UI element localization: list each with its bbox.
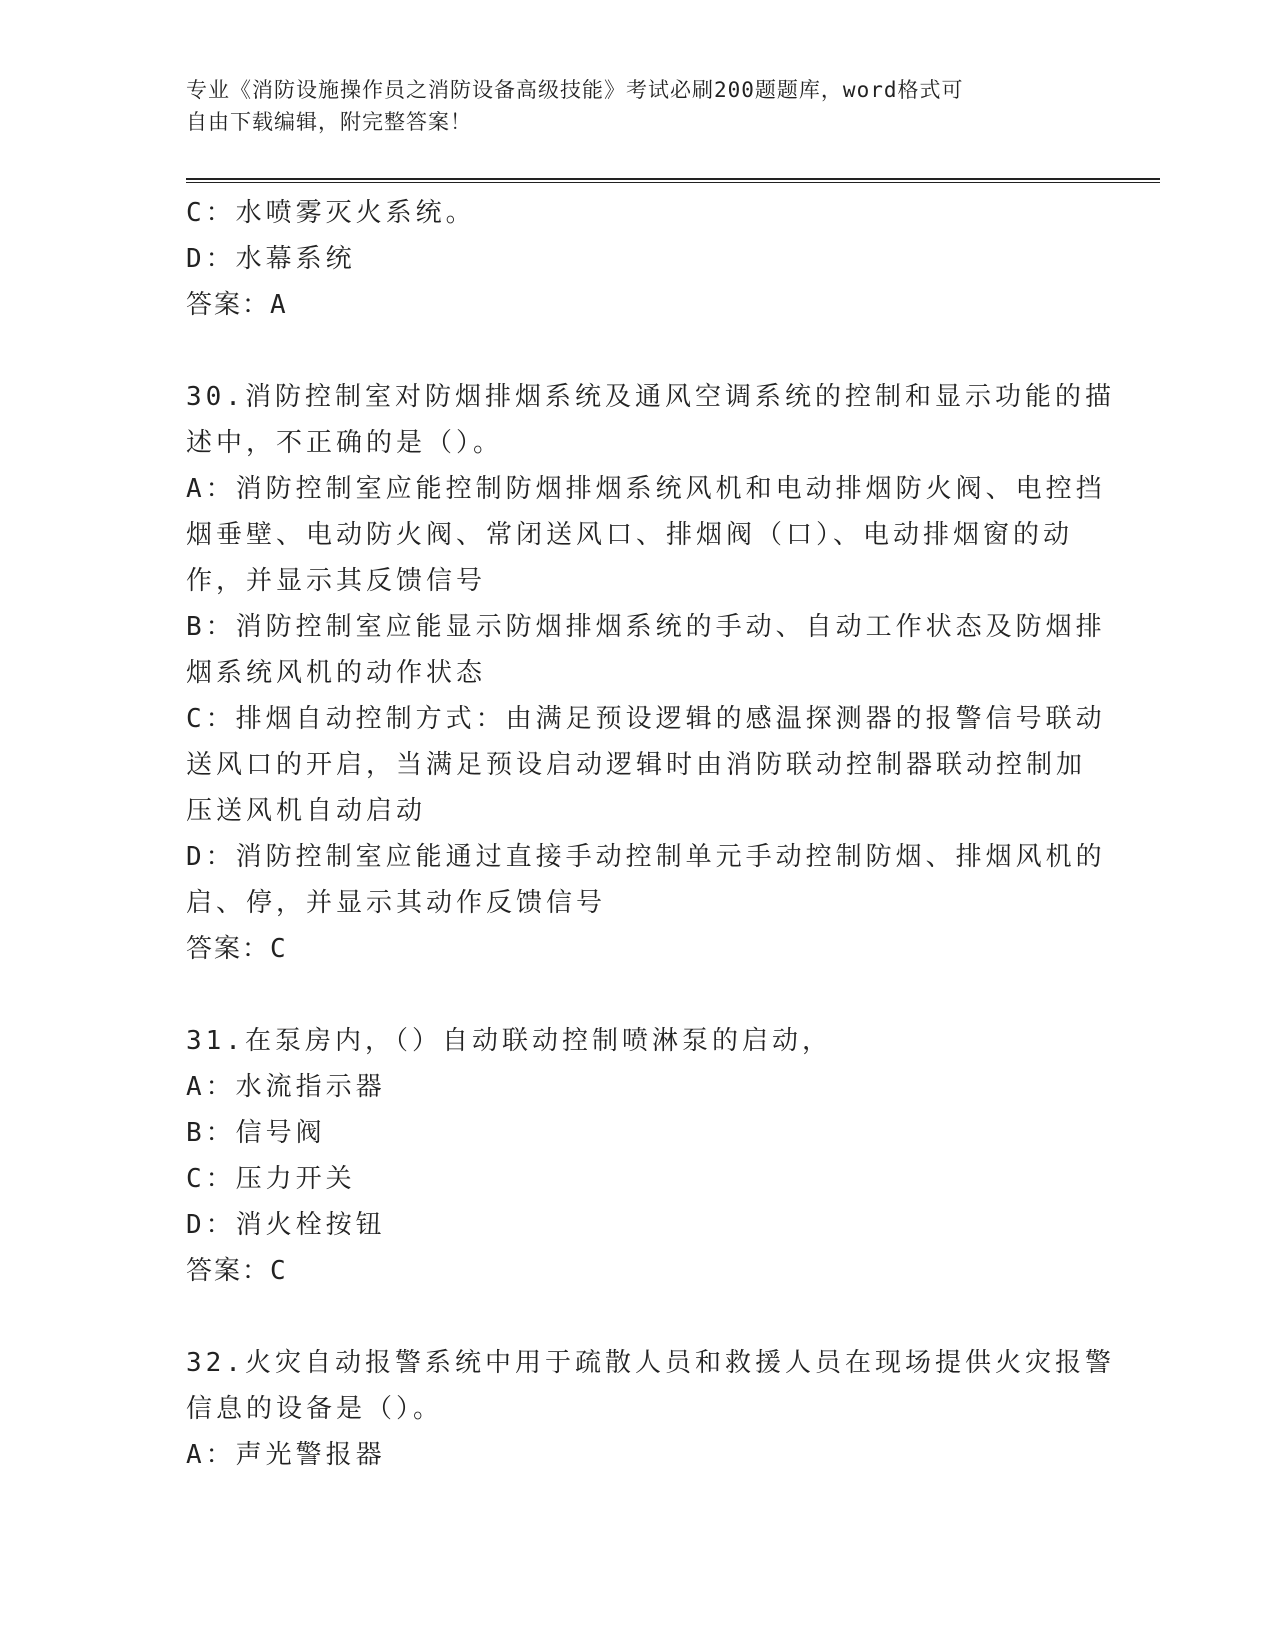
q32-stem-line-2: 信息的设备是（）。 xyxy=(186,1394,444,1424)
q30-option-c-line-2: 送风口的开启，当满足预设启动逻辑时由消防联动控制器联动控制加 xyxy=(186,750,1087,780)
q31-option-d: D：消火栓按钮 xyxy=(186,1210,386,1240)
header-divider-thick xyxy=(186,178,1160,180)
q31-option-b: B：信号阀 xyxy=(186,1118,326,1148)
q29-option-d: D：水幕系统 xyxy=(186,244,356,274)
q32-stem-line-1: 32.火灾自动报警系统中用于疏散人员和救援人员在现场提供火灾报警 xyxy=(186,1348,1115,1378)
q31-option-a: A：水流指示器 xyxy=(186,1072,386,1102)
header-line-2: 自由下载编辑，附完整答案！ xyxy=(186,110,472,134)
q30-option-a-line-1: A：消防控制室应能控制防烟排烟系统风机和电动排烟防火阀、电控挡 xyxy=(186,474,1106,504)
q30-option-a-line-3: 作，并显示其反馈信号 xyxy=(186,566,487,596)
question-content xyxy=(186,190,1115,1478)
q29-answer: 答案：A xyxy=(186,290,288,320)
q31-stem: 31.在泵房内，（）自动联动控制喷淋泵的启动， xyxy=(186,1026,832,1056)
q30-option-c-line-1: C：排烟自动控制方式：由满足预设逻辑的感温探测器的报警信号联动 xyxy=(186,704,1106,734)
q31-answer: 答案：C xyxy=(186,1256,288,1286)
q30-option-b-line-2: 烟系统风机的动作状态 xyxy=(186,658,487,688)
header-line-1: 专业《消防设施操作员之消防设备高级技能》考试必刷200题题库，word格式可 xyxy=(186,78,964,102)
q30-option-d-line-1: D：消防控制室应能通过直接手动控制单元手动控制防烟、排烟风机的 xyxy=(186,842,1106,872)
spacer xyxy=(186,972,1086,1018)
spacer xyxy=(186,1294,1086,1340)
q30-option-c-line-3: 压送风机自动启动 xyxy=(186,796,427,826)
q29-option-c: C：水喷雾灭火系统。 xyxy=(186,198,476,228)
q30-stem-line-2: 述中，不正确的是（）。 xyxy=(186,428,504,458)
q30-stem-line-1: 30.消防控制室对防烟排烟系统及通风空调系统的控制和显示功能的描 xyxy=(186,382,1115,412)
document-header xyxy=(186,74,1086,138)
header-divider-thin xyxy=(186,182,1160,183)
q30-option-b-line-1: B：消防控制室应能显示防烟排烟系统的手动、自动工作状态及防烟排 xyxy=(186,612,1106,642)
q30-answer: 答案：C xyxy=(186,934,288,964)
spacer xyxy=(186,328,1086,374)
q31-option-c: C：压力开关 xyxy=(186,1164,356,1194)
q32-option-a: A：声光警报器 xyxy=(186,1440,386,1470)
q30-option-d-line-2: 启、停，并显示其动作反馈信号 xyxy=(186,888,607,918)
q30-option-a-line-2: 烟垂壁、电动防火阀、常闭送风口、排烟阀（口）、电动排烟窗的动 xyxy=(186,520,1074,550)
